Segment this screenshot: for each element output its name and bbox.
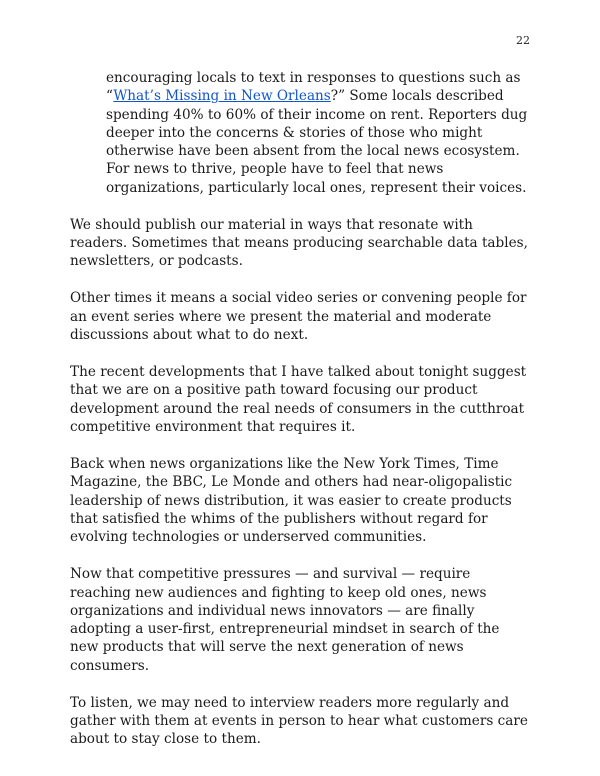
page-number: 22 — [516, 34, 530, 47]
quote-text-after-link: ?” Some locals described spending 40% to 60% of their income on rent. Reporters dug deeper into the concerns & stories of those who might otherwise have been absent from the local news ecosystem. For news to thrive, people have to feel that news organizations, particularly local ones, represent their voices. — [106, 88, 528, 196]
paragraph-to-listen: To listen, we may need to interview readers more regularly and gather with them at events in person to hear what customers care about to stay close to them. — [70, 694, 528, 748]
indented-quote-paragraph — [106, 69, 532, 197]
paragraph-publish-material: We should publish our material in ways that resonate with readers. Sometimes that means producing searchable data tables, newsletters, or podcasts. — [70, 216, 528, 270]
paragraph-recent-developments: The recent developments that I have talked about tonight suggest that we are on a positive path toward focusing our product development around the real needs of consumers in the cutthroat competitive environment that requires it. — [70, 363, 527, 435]
whats-missing-in-new-orleans-link[interactable]: What’s Missing in New Orleans — [113, 88, 331, 105]
document-body — [70, 69, 532, 767]
paragraph-competitive-pressures: Now that competitive pressures — and survival — require reaching new audiences and fighting to keep old ones, news organizations and individual news innovators — are finally adopting a user-first, entrepreneurial mindset in search of the new products that will serve the next generation of news consumers. — [70, 566, 500, 674]
quote-text-before-link: encouraging locals to text in responses to questions such as “ — [106, 70, 521, 105]
paragraph-social-video: Other times it means a social video series or convening people for an event series where we present the material and moderate discussions about what to do next. — [70, 290, 527, 343]
paragraph-news-organizations-history: Back when news organizations like the New York Times, Time Magazine, the BBC, Le Monde and others had near-oligopalistic leadership of news distribution, it was easier to create products that satisfied the whims of the publishers without regard for evolving technologies or underserved communities. — [70, 455, 513, 546]
